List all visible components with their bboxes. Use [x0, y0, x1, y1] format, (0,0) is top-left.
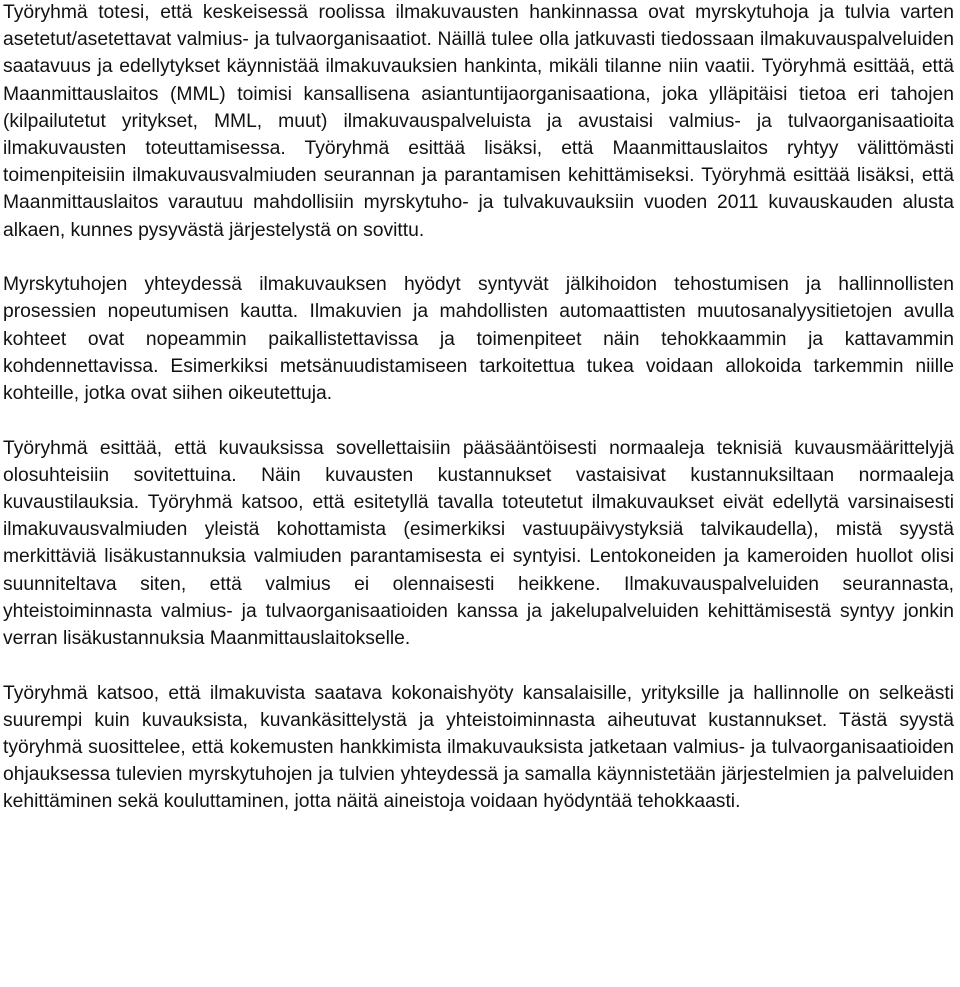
paragraph-2: Myrskytuhojen yhteydessä ilmakuvauksen hyödyt syntyvät jälkihoidon tehostumisen ja hallinnollisten prosessien nopeutumisen kautta. Ilmakuvien ja mahdollisten automaattisten muutosanalyysitietojen avulla kohteet ovat nopeammin paikallistettavissa ja toimenpiteet näin tehokkaammin ja kattavammin kohdennettavissa. Esimerkiksi metsänuudistamiseen tarkoitettua tukea voidaan allokoida tarkemmin niille kohteille, jotka ovat siihen oikeutettuja. [3, 274, 954, 405]
paragraph-3: Työryhmä esittää, että kuvauksissa sovellettaisiin pääsääntöisesti normaaleja teknisiä kuvausmäärittelyjä olosuhteisiin sovitettuina. Näin kuvausten kustannukset vastaisivat kustannuksiltaan normaaleja kuvaustilauksia. Työryhmä katsoo, että esitetyllä tavalla toteutetut ilmakuvaukset eivät edellytä varsinaisesti ilmakuvausvalmiuden yleistä kohottamista (esimerkiksi vastuupäivystyksiä talvikaudella), mistä syystä merkittäviä lisäkustannuksia valmiuden parantamisesta ei syntyisi. Lentokoneiden ja kameroiden huollot olisi suunniteltava siten, että valmius ei olennaisesti heikkene. Ilmakuvauspalveluiden seurannasta, yhteistoiminnasta valmius- ja tulvaorganisaatioiden kanssa ja jakelupalveluiden kehittämisestä syntyy jonkin verran lisäkustannuksia Maanmittauslaitokselle. [3, 437, 954, 650]
paragraph-1: Työryhmä totesi, että keskeisessä roolissa ilmakuvausten hankinnassa ovat myrskytuhoja ja tulvia varten asetetut/asetettavat valmius- ja tulvaorganisaatiot. Näillä tulee olla jatkuvasti tiedossaan ilmakuvauspalveluiden saatavuus ja edellytykset käynnistää ilmakuvauksien hankinta, mikäli tilanne niin vaatii. Työryhmä esittää, että Maanmittauslaitos (MML) toimisi kansallisena asiantuntijaorganisaationa, joka ylläpitäisi tietoa eri tahojen (kilpailutetut yritykset, MML, muut) ilmakuvauspalveluista ja avustaisi valmius- ja tulvaorganisaatioita ilmakuvausten toteuttamisessa. Työryhmä esittää lisäksi, että Maanmittauslaitos ryhtyy välittömästi toimenpiteisiin ilmakuvausvalmiuden seurannan ja parantamisen kehittämiseksi. Työryhmä esittää lisäksi, että Maanmittauslaitos varautuu mahdollisiin myrskytuho- ja tulvakuvauksiin vuoden 2011 kuvauskauden alusta alkaen, kunnes pysyvästä järjestelystä on sovittu. [3, 2, 954, 241]
document-page [3, 0, 954, 816]
paragraph-4: Työryhmä katsoo, että ilmakuvista saatava kokonaishyöty kansalaisille, yrityksille ja hallinnolle on selkeästi suurempi kuin kuvauksista, kuvankäsittelystä ja yhteistoiminnasta aiheutuvat kustannukset. Tästä syystä työryhmä suosittelee, että kokemusten hankkimista ilmakuvauksista jatketaan valmius- ja tulvaorganisaatioiden ohjauksessa tulevien myrskytuhojen ja tulvien yhteydessä ja samalla käynnistetään järjestelmien ja palveluiden kehittäminen sekä kouluttaminen, jotta näitä aineistoja voidaan hyödyntää tehokkaasti. [3, 682, 954, 813]
